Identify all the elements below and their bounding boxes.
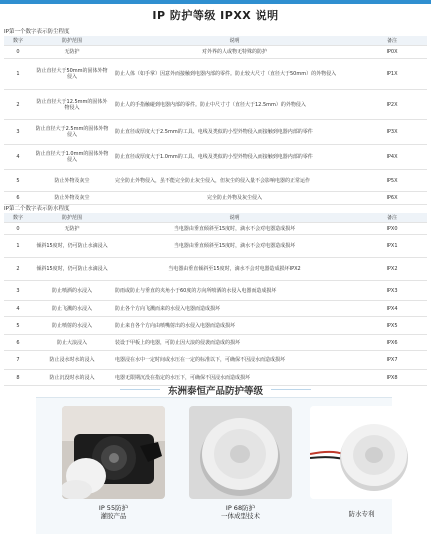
- row-range: 防止喷洒的水浸入: [32, 281, 112, 301]
- caption-line-1: 防水专利: [348, 510, 375, 518]
- row-range: 防止直径大于50mm的固体外物侵入: [32, 59, 112, 90]
- row-description: 防止人的手指触碰到电器内部的零件。防止中尺寸寸（直径大于12.5mm）的外物侵入: [112, 90, 357, 120]
- row-number: 0: [4, 46, 32, 59]
- product-photo-patent: [310, 406, 413, 499]
- dust-protection-table: [4, 36, 427, 205]
- row-number: 6: [4, 192, 32, 205]
- table-row: [4, 223, 427, 235]
- row-range: 无防护: [32, 46, 112, 59]
- header-range: 防护范围: [32, 213, 112, 223]
- row-range: 防止直径大于1.0mm的固体外物侵入: [32, 145, 112, 170]
- row-description: 防雨或防止与垂直的夹角小于60度的方向所喷洒的水侵入电器而造成损坏: [112, 281, 357, 301]
- table-row: [4, 90, 427, 120]
- row-description: 防止人体（如手掌）因意外而接触到电器内部的零件。防止较大尺寸（直径大于50mm）的外物侵入: [112, 59, 357, 90]
- table-row: [4, 46, 427, 59]
- row-range: 防止外物及灰尘: [32, 170, 112, 192]
- table-row: [4, 59, 427, 90]
- water-table-caption: IP第二个数字表示防水程度: [4, 206, 70, 212]
- table-row: [4, 120, 427, 145]
- table-row: [4, 301, 427, 317]
- product-caption-ip68: [189, 504, 292, 520]
- dust-table-caption: IP第一个数字表示防尘程度: [4, 29, 70, 35]
- row-number: 3: [4, 120, 32, 145]
- row-number: 4: [4, 301, 32, 317]
- water-protection-table: [4, 213, 427, 386]
- row-range: 防止飞溅的水浸入: [32, 301, 112, 317]
- row-description: 当电器由垂直倾斜至15度时，滴水不会对电器造成损坏IPX2: [112, 258, 357, 281]
- row-description: 当电器由垂直倾斜至15度时，滴水不会对电器造成损坏: [112, 223, 357, 235]
- row-range: 防止直径大于2.5mm的固体外物侵入: [32, 120, 112, 145]
- row-range: 倾斜15度时，仍可防止水滴浸入: [32, 235, 112, 258]
- caption-line-2: 一体成型技术: [221, 512, 260, 520]
- caption-line-1: IP 55防护: [98, 504, 129, 512]
- row-number: 1: [4, 235, 32, 258]
- row-number: 0: [4, 223, 32, 235]
- row-number: 4: [4, 145, 32, 170]
- product-caption-patent: [310, 510, 413, 518]
- table-header-row: [4, 213, 427, 223]
- row-number: 8: [4, 370, 32, 386]
- product-photo-ip68: [189, 406, 292, 499]
- row-note: IPX7: [357, 351, 427, 370]
- page-title: IP 防护等级 IPXX 说明: [152, 9, 279, 22]
- products-section-title: 东洲泰恒产品防护等级: [167, 386, 263, 397]
- header-note: 备注: [357, 213, 427, 223]
- row-note: IP4X: [357, 145, 427, 170]
- row-description: 防止直径或厚度大于2.5mm的工具、电线及类似的小型外物侵入而接触到电器内部的零件: [112, 120, 357, 145]
- row-description: 完全防止外物及灰尘侵入: [112, 192, 357, 205]
- row-note: IP5X: [357, 170, 427, 192]
- row-number: 5: [4, 170, 32, 192]
- table-row: [4, 145, 427, 170]
- table-row: [4, 192, 427, 205]
- row-description: 防止各个方向飞溅而来的水侵入电器而造成损坏: [112, 301, 357, 317]
- row-number: 3: [4, 281, 32, 301]
- header-description: 说明: [112, 36, 357, 46]
- potted-product-image: [62, 406, 165, 499]
- row-description: 电器无限期沉没在指定的水压下，可确保不因浸水而造成损坏: [112, 370, 357, 386]
- row-note: IP1X: [357, 59, 427, 90]
- row-range: 防止浸水时水的浸入: [32, 351, 112, 370]
- row-range: 防止直径大于12.5mm的固体外物侵入: [32, 90, 112, 120]
- header-number: 数字: [4, 213, 32, 223]
- row-description: 电器浸在水中一定时间或水压在一定的标准以下，可确保不因浸水而造成损坏: [112, 351, 357, 370]
- row-note: IPX0: [357, 223, 427, 235]
- row-note: IP3X: [357, 120, 427, 145]
- row-description: 防止来自各个方向由喷嘴射出的水侵入电器而造成损坏: [112, 317, 357, 335]
- row-note: IPX4: [357, 301, 427, 317]
- row-note: IPX8: [357, 370, 427, 386]
- molded-product-image: [189, 406, 292, 499]
- table-header-row: [4, 36, 427, 46]
- row-note: IPX6: [357, 335, 427, 351]
- waterproof-product-image: [310, 406, 413, 499]
- header-number: 数字: [4, 36, 32, 46]
- caption-line-1: IP 68防护: [225, 504, 256, 512]
- row-note: IP6X: [357, 192, 427, 205]
- row-description: 完全防止外物侵入，虽不能完全防止灰尘侵入，但灰尘的侵入量不会影响电器的正常运作: [112, 170, 357, 192]
- row-range: 无防护: [32, 223, 112, 235]
- header-range: 防护范围: [32, 36, 112, 46]
- row-number: 2: [4, 258, 32, 281]
- product-caption-ip55: [62, 504, 165, 520]
- table-row: [4, 317, 427, 335]
- header-description: 说明: [112, 213, 357, 223]
- row-number: 1: [4, 59, 32, 90]
- row-description: 防止直径或厚度大于1.0mm的工具、电线及类似的小型外物侵入而接触到电器内部的零件: [112, 145, 357, 170]
- row-note: IPX2: [357, 258, 427, 281]
- table-row: [4, 170, 427, 192]
- product-photo-ip55: [62, 406, 165, 499]
- row-number: 7: [4, 351, 32, 370]
- table-row: [4, 351, 427, 370]
- row-note: IP2X: [357, 90, 427, 120]
- table-row: [4, 335, 427, 351]
- table-row: [4, 258, 427, 281]
- row-note: IPX5: [357, 317, 427, 335]
- top-accent-bar: [0, 0, 431, 4]
- header-note: 备注: [357, 36, 427, 46]
- row-range: 防止大浪浸入: [32, 335, 112, 351]
- row-note: IPX1: [357, 235, 427, 258]
- row-description: 装设于甲板上的电器，可防止因大浪的侵袭而造成的损坏: [112, 335, 357, 351]
- row-number: 2: [4, 90, 32, 120]
- row-range: 防止喷射的水浸入: [32, 317, 112, 335]
- row-number: 6: [4, 335, 32, 351]
- row-range: 倾斜15度时，仍可防止水滴浸入: [32, 258, 112, 281]
- row-note: IP0X: [357, 46, 427, 59]
- row-note: IPX3: [357, 281, 427, 301]
- row-range: 防止沉没时水的浸入: [32, 370, 112, 386]
- row-range: 防止外物及灰尘: [32, 192, 112, 205]
- caption-line-2: 灌胶产品: [100, 512, 127, 520]
- table-row: [4, 281, 427, 301]
- row-number: 5: [4, 317, 32, 335]
- table-row: [4, 235, 427, 258]
- row-description: 当电器由垂直倾斜至15度时，滴水不会对电器造成损坏: [112, 235, 357, 258]
- row-description: 对外界的人或物无特殊的防护: [112, 46, 357, 59]
